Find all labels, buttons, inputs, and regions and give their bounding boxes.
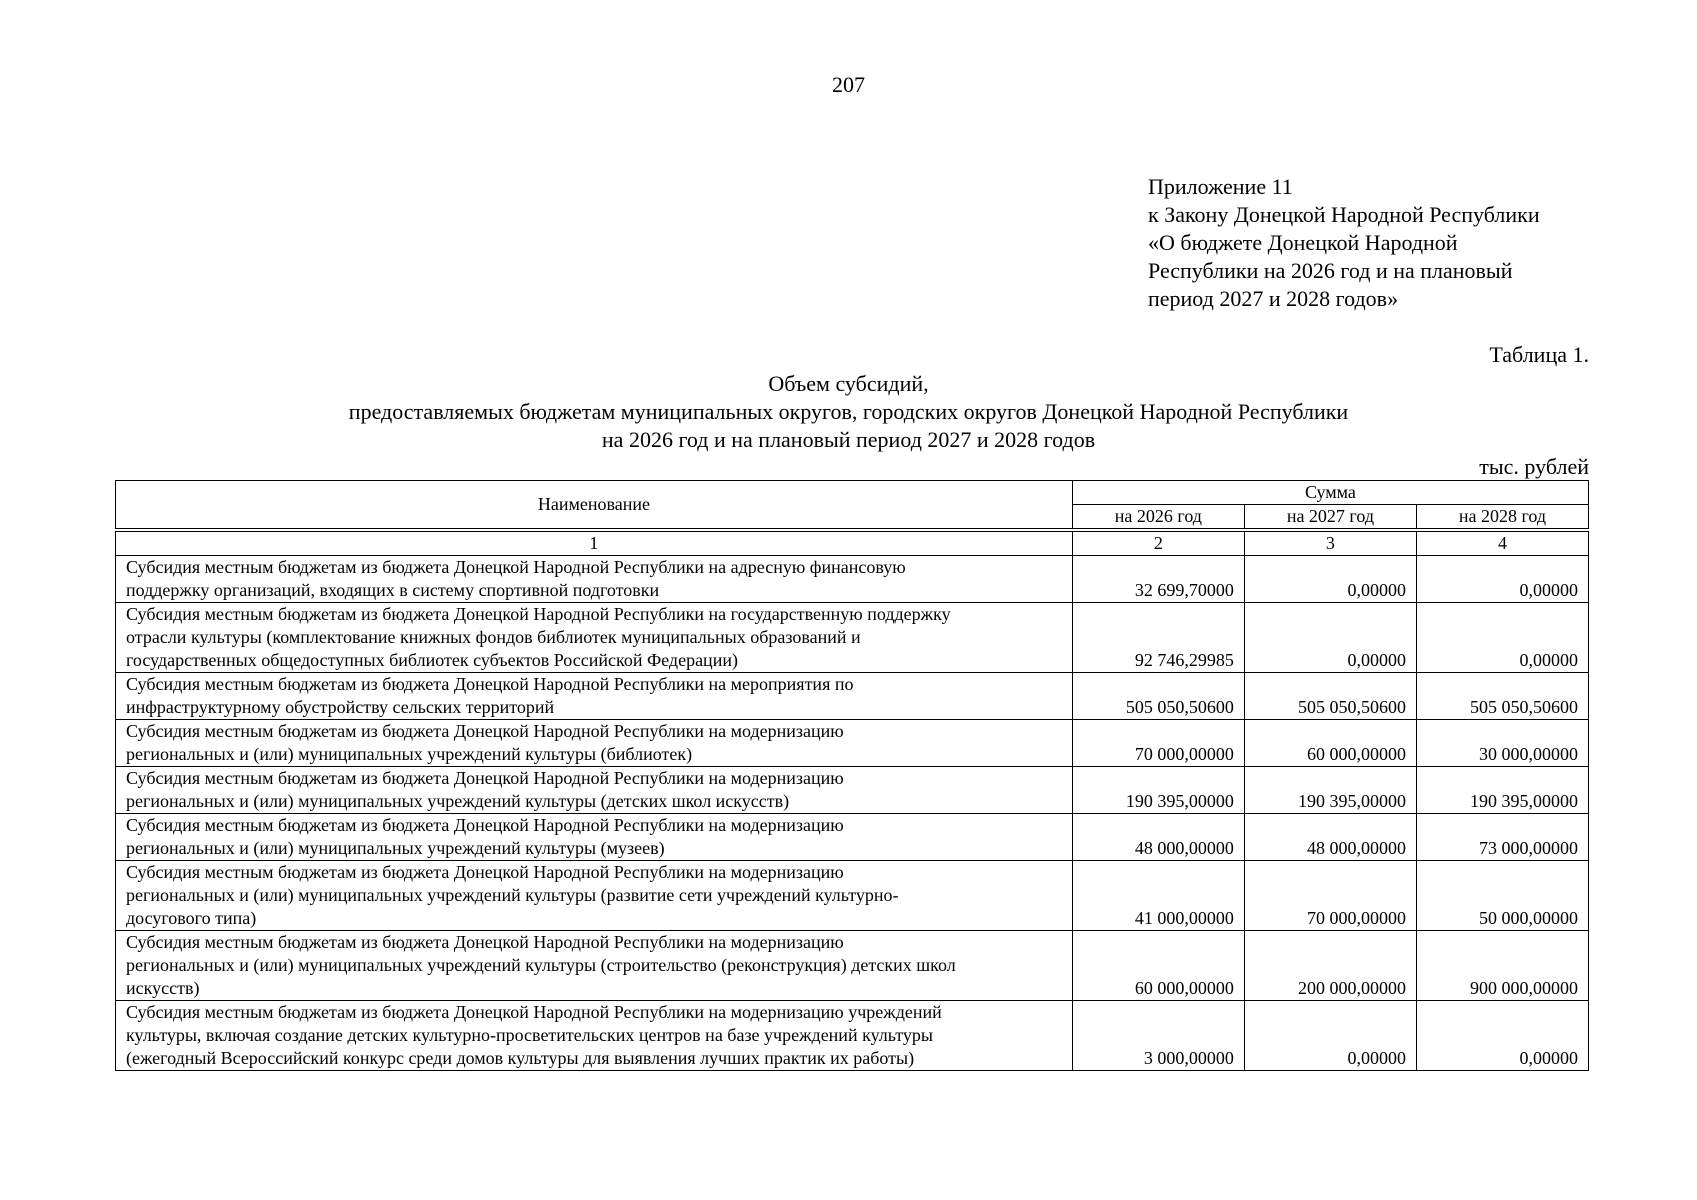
row-name xyxy=(116,767,1073,814)
table-row xyxy=(116,603,1589,673)
header-year-2026: на 2026 год xyxy=(1072,505,1244,529)
row-name xyxy=(116,603,1073,673)
row-name-line: региональных и (или) муниципальных учреждений культуры (музеев) xyxy=(126,838,665,858)
row-name xyxy=(116,720,1073,767)
table-row xyxy=(116,673,1589,720)
row-name-line: Субсидия местным бюджетам из бюджета Донецкой Народной Республики на модернизацию xyxy=(126,768,844,788)
page-number: 207 xyxy=(832,72,865,97)
row-name-line: (ежегодный Всероссийский конкурс среди домов культуры для выявления лучших практик их работы) xyxy=(126,1048,915,1068)
table-row xyxy=(116,556,1589,603)
row-value-2028: 900 000,00000 xyxy=(1416,931,1588,1001)
row-name-line: Субсидия местным бюджетам из бюджета Донецкой Народной Республики на модернизацию xyxy=(126,721,844,741)
row-value-2026: 48 000,00000 xyxy=(1072,814,1244,861)
row-name-line: Субсидия местным бюджетам из бюджета Донецкой Народной Республики на мероприятия по xyxy=(126,674,854,694)
row-value-2028: 190 395,00000 xyxy=(1416,767,1588,814)
col-number: 4 xyxy=(1416,532,1588,556)
row-name-line: региональных и (или) муниципальных учреждений культуры (развитие сети учреждений культурно- xyxy=(126,885,899,905)
row-value-2026: 190 395,00000 xyxy=(1072,767,1244,814)
col-number: 3 xyxy=(1244,532,1416,556)
row-value-2026: 41 000,00000 xyxy=(1072,861,1244,931)
row-value-2027: 505 050,50600 xyxy=(1244,673,1416,720)
row-value-2027: 0,00000 xyxy=(1244,603,1416,673)
row-name-line: досугового типа) xyxy=(126,908,257,928)
row-value-2026: 3 000,00000 xyxy=(1072,1001,1244,1071)
row-name-line: Субсидия местным бюджетам из бюджета Донецкой Народной Республики на адресную финансовую xyxy=(126,557,906,577)
row-name-line: государственных общедоступных библиотек субъектов Российской Федерации) xyxy=(126,650,738,670)
title-line: предоставляемых бюджетам муниципальных округов, городских округов Донецкой Народной Республики xyxy=(348,399,1349,424)
row-value-2027: 70 000,00000 xyxy=(1244,861,1416,931)
appendix-line: Приложение 11 xyxy=(1148,174,1293,199)
appendix-line: «О бюджете Донецкой Народной xyxy=(1148,230,1458,255)
row-value-2027: 60 000,00000 xyxy=(1244,720,1416,767)
row-value-2026: 60 000,00000 xyxy=(1072,931,1244,1001)
table-row xyxy=(116,1001,1589,1071)
row-value-2028: 73 000,00000 xyxy=(1416,814,1588,861)
row-value-2028: 0,00000 xyxy=(1416,1001,1588,1071)
row-value-2027: 200 000,00000 xyxy=(1244,931,1416,1001)
row-name xyxy=(116,556,1073,603)
row-name xyxy=(116,931,1073,1001)
row-name-line: искусств) xyxy=(126,978,200,998)
row-name xyxy=(116,1001,1073,1071)
row-name-line: Субсидия местным бюджетам из бюджета Донецкой Народной Республики на модернизацию xyxy=(126,932,844,952)
appendix-line: Республики на 2026 год и на плановый xyxy=(1148,258,1513,283)
row-name xyxy=(116,861,1073,931)
table-row xyxy=(116,814,1589,861)
table-number: Таблица 1. xyxy=(1489,342,1589,367)
row-name-line: Субсидия местным бюджетам из бюджета Донецкой Народной Республики на модернизацию учреждений xyxy=(126,1002,942,1022)
document-title xyxy=(0,370,1697,454)
table-row xyxy=(116,861,1589,931)
row-value-2028: 505 050,50600 xyxy=(1416,673,1588,720)
row-name xyxy=(116,673,1073,720)
row-value-2026: 70 000,00000 xyxy=(1072,720,1244,767)
row-value-2027: 48 000,00000 xyxy=(1244,814,1416,861)
row-value-2026: 505 050,50600 xyxy=(1072,673,1244,720)
row-name-line: региональных и (или) муниципальных учреждений культуры (библиотек) xyxy=(126,744,693,764)
row-value-2027: 190 395,00000 xyxy=(1244,767,1416,814)
row-name-line: культуры, включая создание детских культурно-просветительских центров на базе учреждений культуры xyxy=(126,1025,934,1045)
header-year-2028: на 2028 год xyxy=(1416,505,1588,529)
header-sum: Сумма xyxy=(1072,481,1588,505)
col-number: 2 xyxy=(1072,532,1244,556)
row-name-line: инфраструктурному обустройству сельских территорий xyxy=(126,697,555,717)
row-name-line: отрасли культуры (комплектование книжных фондов библиотек муниципальных образований и xyxy=(126,627,861,647)
row-name-line: региональных и (или) муниципальных учреждений культуры (строительство (реконструкция) детских школ xyxy=(126,955,956,975)
row-value-2028: 30 000,00000 xyxy=(1416,720,1588,767)
subsidy-table xyxy=(115,480,1589,1071)
row-value-2028: 50 000,00000 xyxy=(1416,861,1588,931)
table-row xyxy=(116,720,1589,767)
col-number: 1 xyxy=(116,532,1073,556)
row-name-line: Субсидия местным бюджетам из бюджета Донецкой Народной Республики на модернизацию xyxy=(126,815,844,835)
title-line: Объем субсидий, xyxy=(768,371,929,396)
row-name xyxy=(116,814,1073,861)
header-year-2027: на 2027 год xyxy=(1244,505,1416,529)
row-value-2028: 0,00000 xyxy=(1416,603,1588,673)
row-value-2028: 0,00000 xyxy=(1416,556,1588,603)
appendix-line: к Закону Донецкой Народной Республики xyxy=(1148,202,1540,227)
row-value-2026: 92 746,29985 xyxy=(1072,603,1244,673)
row-value-2027: 0,00000 xyxy=(1244,1001,1416,1071)
title-line: на 2026 год и на плановый период 2027 и 2028 годов xyxy=(601,427,1096,452)
row-name-line: поддержку организаций, входящих в систему спортивной подготовки xyxy=(126,580,660,600)
row-name-line: Субсидия местным бюджетам из бюджета Донецкой Народной Республики на государственную поддержку xyxy=(126,604,951,624)
appendix-line: период 2027 и 2028 годов» xyxy=(1148,286,1399,311)
header-name: Наименование xyxy=(116,481,1073,529)
row-name-line: региональных и (или) муниципальных учреждений культуры (детских школ искусств) xyxy=(126,791,790,811)
row-value-2026: 32 699,70000 xyxy=(1072,556,1244,603)
row-name-line: Субсидия местным бюджетам из бюджета Донецкой Народной Республики на модернизацию xyxy=(126,862,844,882)
table-row xyxy=(116,931,1589,1001)
table-row xyxy=(116,767,1589,814)
unit-label: тыс. рублей xyxy=(1479,454,1589,479)
appendix-block xyxy=(1148,173,1540,313)
row-value-2027: 0,00000 xyxy=(1244,556,1416,603)
